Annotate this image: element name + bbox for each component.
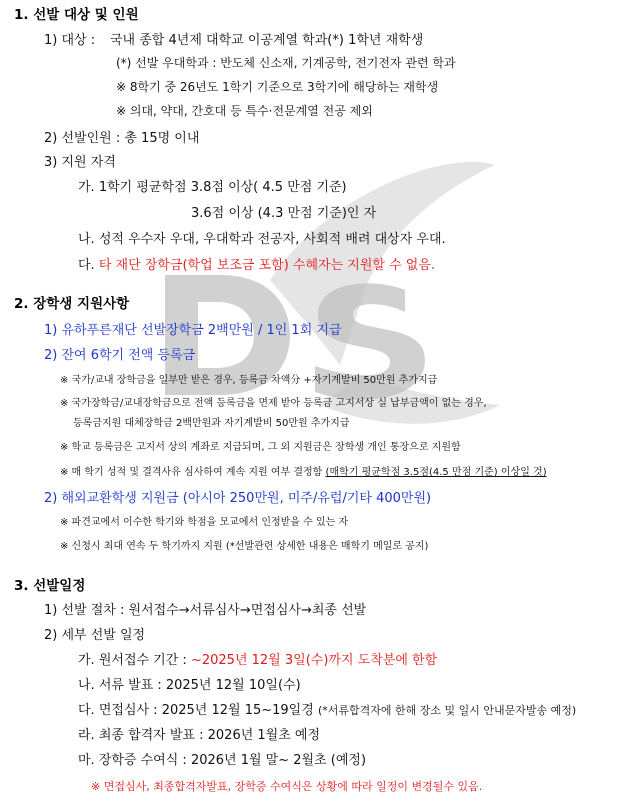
- exchange-note-1: ※ 파견교에서 이수한 학기와 학점을 모교에서 인정받을 수 있는 자: [60, 517, 349, 528]
- tuition-note-4: [60, 467, 547, 479]
- semester-note: ※ 8학기 중 26년도 1학기 기준으로 3학기에 해당하는 재학생: [116, 80, 439, 94]
- tuition-note-2-cont: 등록금지원 대체장학금 2백만원과 자기계발비 50만원 추가지급: [73, 418, 350, 429]
- eligibility-restriction: [78, 258, 435, 274]
- exclusion-note: ※ 의대, 약대, 간호대 등 특수·전문계열 전공 제외: [116, 104, 373, 118]
- eligibility-gpa-2: 3.6점 이상 (4.3 만점 기준)인 자: [191, 206, 377, 221]
- schedule-application: [78, 653, 437, 669]
- schedule-label: 2) 세부 선발 일정: [44, 628, 146, 643]
- eligibility-restriction-text: 타 재단 장학금(학업 보조금 포함) 수혜자는 지원할 수 없음.: [98, 258, 436, 273]
- section2-heading: 2. 장학생 지원사항: [14, 296, 130, 312]
- schedule-interview-note: (*서류합격자에 한해 장소 및 일시 안내문자발송 예정): [317, 704, 577, 717]
- schedule-interview-date: 다. 면접심사 : 2025년 12월 15~19일경: [78, 703, 314, 718]
- schedule-final-result: 라. 최종 합격자 발표 : 2026년 1월초 예정: [78, 728, 321, 743]
- schedule-application-deadline: ~2025년 12월 3일(수)까지 도착분에 한함: [190, 653, 438, 668]
- tuition-note-4-condition: (매학기 평균학점 3.5점(4.5 만점 기준) 이상일 것): [325, 467, 547, 478]
- eligibility-preference: 나. 성적 우수자 우대, 우대학과 전공자, 사회적 배려 대상자 우대.: [78, 232, 446, 247]
- tuition-support: 2) 잔여 6학기 전액 등록금: [44, 348, 196, 363]
- section1-heading: 1. 선발 대상 및 인원: [14, 7, 139, 23]
- exchange-support: 2) 해외교환학생 지원금 (아시아 250만원, 미주/유럽/기타 400만원): [44, 491, 432, 506]
- target-label: 1) 대상 :: [44, 33, 96, 48]
- schedule-interview: [78, 703, 576, 719]
- section3-heading: 3. 선발일정: [14, 578, 86, 594]
- tuition-note-2: ※ 국가장학금/교내장학금으로 전액 등록금을 면제 받아 등록금 고지서상 실 납부금액이 없는 경우,: [60, 398, 487, 409]
- schedule-ceremony: 마. 장학증 수여식 : 2026년 1월 말~ 2월초 (예정): [78, 753, 367, 768]
- target-text: 국내 종합 4년제 대학교 이공계열 학과(*) 1학년 재학생: [110, 33, 424, 48]
- tuition-note-1: ※ 국가/교내 장학금을 일부만 받은 경우, 등록금 차액分 +자기계발비 50만원 추가지급: [60, 375, 438, 386]
- schedule-change-notice: ※ 면접심사, 최종합격자발표, 장학증 수여식은 상황에 따라 일정이 변경될수 있음.: [91, 780, 483, 793]
- selection-process: 1) 선발 절차 : 원서접수→서류심사→면접심사→최종 선발: [44, 603, 367, 618]
- selection-scholarship: 1) 유하푸른재단 선발장학금 2백만원 / 1인 1회 지급: [44, 323, 342, 338]
- selection-count: 2) 선발인원 : 총 15명 이내: [44, 131, 200, 146]
- schedule-application-label: 가. 원서접수 기간 :: [78, 653, 187, 668]
- eligibility-gpa-1: 가. 1학기 평균학점 3.8점 이상( 4.5 만점 기준): [78, 180, 347, 195]
- schedule-document-result: 나. 서류 발표 : 2025년 12월 10일(수): [78, 678, 301, 693]
- tuition-note-4-text: ※ 매 학기 성적 및 결격사유 심사하여 계속 지원 여부 결정함: [60, 467, 323, 478]
- preferred-majors-note: (*) 선발 우대학과 : 반도체 신소재, 기계공학, 전기전자 관련 학과: [116, 56, 456, 70]
- exchange-note-2: ※ 신청시 최대 연속 두 학기까지 지원 (*선발관련 상세한 내용은 매학기 메일로 공지): [60, 541, 429, 552]
- eligibility-label: 3) 지원 자격: [44, 155, 116, 170]
- eligibility-restriction-prefix: 다.: [78, 258, 95, 273]
- tuition-note-3: ※ 학교 등록금은 고지서 상의 계좌로 지급되며, 그 외 지원금은 장학생 개인 통장으로 지원함: [60, 442, 461, 453]
